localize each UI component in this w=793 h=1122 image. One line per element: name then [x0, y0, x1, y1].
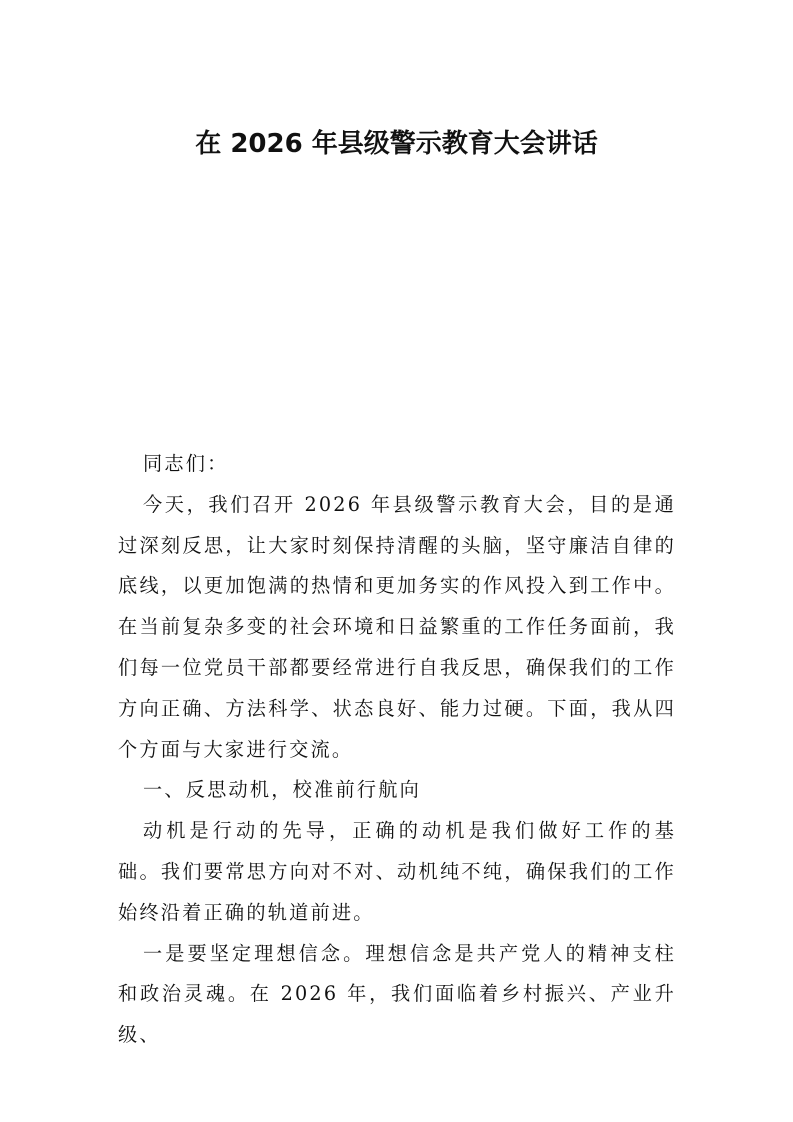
- paragraph-point-1: 一是要坚定理想信念。理想信念是共产党人的精神支柱和政治灵魂。在 2026 年，我们面临着乡村振兴、产业升级、: [118, 941, 676, 1047]
- document-body: [118, 444, 676, 1056]
- document-title: 在 2026 年县级警示教育大会讲话: [195, 129, 598, 159]
- section-heading-1: 一、反思动机，校准前行航向: [142, 778, 421, 802]
- paragraph-intro: 今天，我们召开 2026 年县级警示教育大会，目的是通过深刻反思，让大家时刻保持清醒的头脑，坚守廉洁自律的底线，以更加饱满的热情和更加务实的作风投入到工作中。在当前复杂多变的社会环境和日益繁重的工作任务面前，我们每一位党员干部都要经常进行自我反思，确保我们的工作方向正确、方法科学、状态良好、能力过硬。下面，我从四个方面与大家进行交流。: [118, 492, 676, 761]
- paragraph-section-1: 动机是行动的先导，正确的动机是我们做好工作的基础。我们要常思方向对不对、动机纯不纯，确保我们的工作始终沿着正确的轨道前进。: [118, 819, 676, 924]
- salutation: 同志们：: [142, 452, 229, 475]
